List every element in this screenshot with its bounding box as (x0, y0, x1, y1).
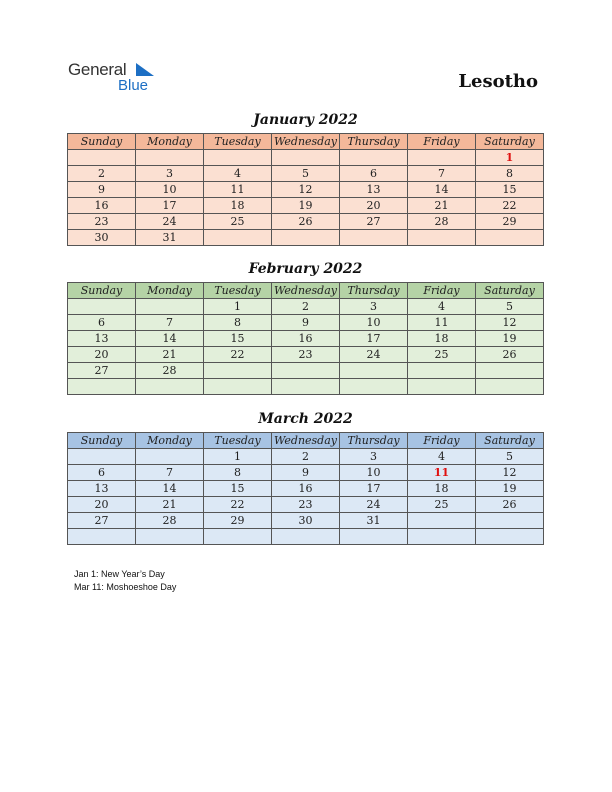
day-cell: 19 (476, 481, 544, 497)
day-cell: 13 (68, 481, 136, 497)
weekday-header: Tuesday (204, 283, 272, 299)
day-cell: 20 (340, 198, 408, 214)
weekday-header: Tuesday (204, 134, 272, 150)
empty-day-cell (272, 529, 340, 545)
day-cell: 15 (476, 182, 544, 198)
day-cell: 6 (68, 315, 136, 331)
day-cell: 8 (204, 315, 272, 331)
weekday-header-row (68, 134, 544, 150)
weekday-header-row (68, 433, 544, 449)
day-cell: 24 (340, 497, 408, 513)
empty-day-cell (340, 379, 408, 395)
day-cell: 15 (204, 331, 272, 347)
day-cell: 5 (476, 299, 544, 315)
day-cell: 27 (340, 214, 408, 230)
empty-day-cell (136, 150, 204, 166)
empty-day-cell (136, 449, 204, 465)
calendar-january (67, 133, 544, 246)
day-cell: 6 (68, 465, 136, 481)
empty-day-cell (340, 230, 408, 246)
weekday-header: Monday (136, 433, 204, 449)
day-cell: 2 (68, 166, 136, 182)
day-cell: 23 (272, 497, 340, 513)
logo-text-general: General (68, 60, 127, 79)
day-cell: 1 (476, 150, 544, 166)
day-cell: 2 (272, 299, 340, 315)
day-cell: 12 (476, 315, 544, 331)
day-cell: 1 (204, 299, 272, 315)
day-cell: 26 (272, 214, 340, 230)
day-cell: 25 (408, 497, 476, 513)
day-cell: 22 (476, 198, 544, 214)
day-cell: 31 (136, 230, 204, 246)
day-cell: 24 (136, 214, 204, 230)
day-cell: 24 (340, 347, 408, 363)
month-title-march: March 2022 (258, 411, 353, 427)
day-cell: 4 (408, 449, 476, 465)
day-cell: 22 (204, 497, 272, 513)
empty-day-cell (408, 529, 476, 545)
day-cell: 9 (272, 315, 340, 331)
empty-day-cell (272, 379, 340, 395)
day-cell: 13 (68, 331, 136, 347)
day-cell: 3 (136, 166, 204, 182)
week-row (68, 182, 544, 198)
day-cell: 18 (408, 481, 476, 497)
weekday-header: Wednesday (272, 134, 340, 150)
day-cell: 21 (408, 198, 476, 214)
day-cell: 27 (68, 363, 136, 379)
week-row (68, 331, 544, 347)
day-cell: 23 (68, 214, 136, 230)
country-title: Lesotho (458, 71, 538, 92)
week-row (68, 379, 544, 395)
day-cell: 7 (408, 166, 476, 182)
day-cell: 27 (68, 513, 136, 529)
empty-day-cell (476, 379, 544, 395)
weekday-header: Friday (408, 134, 476, 150)
empty-day-cell (408, 379, 476, 395)
empty-day-cell (272, 230, 340, 246)
week-row (68, 449, 544, 465)
week-row (68, 529, 544, 545)
empty-day-cell (408, 230, 476, 246)
empty-day-cell (408, 363, 476, 379)
week-row (68, 347, 544, 363)
empty-day-cell (476, 529, 544, 545)
holiday-notes (74, 568, 176, 594)
day-cell: 22 (204, 347, 272, 363)
empty-day-cell (68, 299, 136, 315)
weekday-header: Tuesday (204, 433, 272, 449)
day-cell: 14 (136, 331, 204, 347)
day-cell: 8 (204, 465, 272, 481)
week-row (68, 481, 544, 497)
weekday-header: Saturday (476, 283, 544, 299)
day-cell: 3 (340, 299, 408, 315)
day-cell: 31 (340, 513, 408, 529)
day-cell: 7 (136, 315, 204, 331)
week-row (68, 230, 544, 246)
day-cell: 5 (272, 166, 340, 182)
day-cell: 20 (68, 497, 136, 513)
empty-day-cell (136, 379, 204, 395)
day-cell: 29 (476, 214, 544, 230)
week-row (68, 513, 544, 529)
empty-day-cell (476, 363, 544, 379)
empty-day-cell (476, 230, 544, 246)
week-row (68, 150, 544, 166)
day-cell: 16 (68, 198, 136, 214)
day-cell: 11 (408, 315, 476, 331)
day-cell: 30 (272, 513, 340, 529)
empty-day-cell (68, 379, 136, 395)
day-cell: 23 (272, 347, 340, 363)
day-cell: 4 (204, 166, 272, 182)
weekday-header-row (68, 283, 544, 299)
day-cell: 28 (408, 214, 476, 230)
day-cell: 14 (136, 481, 204, 497)
weekday-header: Thursday (340, 134, 408, 150)
day-cell: 14 (408, 182, 476, 198)
logo-triangle-icon (134, 63, 154, 77)
weekday-header: Wednesday (272, 433, 340, 449)
logo-text-blue: Blue (118, 77, 149, 94)
day-cell: 28 (136, 513, 204, 529)
day-cell: 5 (476, 449, 544, 465)
empty-day-cell (204, 150, 272, 166)
week-row (68, 214, 544, 230)
day-cell: 18 (408, 331, 476, 347)
day-cell: 25 (204, 214, 272, 230)
week-row (68, 299, 544, 315)
day-cell: 21 (136, 497, 204, 513)
month-title-january: January 2022 (253, 112, 358, 128)
day-cell: 12 (272, 182, 340, 198)
day-cell: 17 (136, 198, 204, 214)
day-cell: 9 (272, 465, 340, 481)
day-cell: 18 (204, 198, 272, 214)
empty-day-cell (340, 150, 408, 166)
day-cell: 10 (340, 315, 408, 331)
empty-day-cell (204, 529, 272, 545)
empty-day-cell (204, 379, 272, 395)
weekday-header: Friday (408, 433, 476, 449)
day-cell: 21 (136, 347, 204, 363)
weekday-header: Friday (408, 283, 476, 299)
day-cell: 8 (476, 166, 544, 182)
day-cell: 12 (476, 465, 544, 481)
day-cell: 2 (272, 449, 340, 465)
day-cell: 16 (272, 331, 340, 347)
day-cell: 26 (476, 497, 544, 513)
weekday-header: Wednesday (272, 283, 340, 299)
empty-day-cell (272, 363, 340, 379)
day-cell: 1 (204, 449, 272, 465)
weekday-header: Monday (136, 283, 204, 299)
empty-day-cell (340, 363, 408, 379)
day-cell: 29 (204, 513, 272, 529)
calendar-february (67, 282, 544, 395)
holiday-note: Mar 11: Moshoeshoe Day (74, 582, 177, 592)
weekday-header: Sunday (68, 433, 136, 449)
day-cell: 7 (136, 465, 204, 481)
week-row (68, 363, 544, 379)
empty-day-cell (476, 513, 544, 529)
week-row (68, 465, 544, 481)
weekday-header: Sunday (68, 134, 136, 150)
day-cell: 19 (272, 198, 340, 214)
empty-day-cell (204, 230, 272, 246)
day-cell: 17 (340, 331, 408, 347)
weekday-header: Thursday (340, 283, 408, 299)
empty-day-cell (272, 150, 340, 166)
empty-day-cell (68, 449, 136, 465)
calendar-march (67, 432, 544, 545)
day-cell: 28 (136, 363, 204, 379)
day-cell: 30 (68, 230, 136, 246)
weekday-header: Sunday (68, 283, 136, 299)
week-row (68, 497, 544, 513)
empty-day-cell (204, 363, 272, 379)
day-cell: 15 (204, 481, 272, 497)
day-cell: 19 (476, 331, 544, 347)
weekday-header: Saturday (476, 134, 544, 150)
day-cell: 17 (340, 481, 408, 497)
day-cell: 9 (68, 182, 136, 198)
day-cell: 10 (340, 465, 408, 481)
day-cell: 26 (476, 347, 544, 363)
brand-logo (68, 60, 168, 96)
empty-day-cell (68, 529, 136, 545)
empty-day-cell (408, 513, 476, 529)
day-cell: 25 (408, 347, 476, 363)
day-cell: 10 (136, 182, 204, 198)
day-cell: 20 (68, 347, 136, 363)
day-cell: 4 (408, 299, 476, 315)
weekday-header: Monday (136, 134, 204, 150)
day-cell: 16 (272, 481, 340, 497)
day-cell: 11 (408, 465, 476, 481)
week-row (68, 166, 544, 182)
month-title-february: February 2022 (248, 261, 363, 277)
week-row (68, 198, 544, 214)
weekday-header: Saturday (476, 433, 544, 449)
weekday-header: Thursday (340, 433, 408, 449)
day-cell: 11 (204, 182, 272, 198)
empty-day-cell (408, 150, 476, 166)
day-cell: 3 (340, 449, 408, 465)
empty-day-cell (340, 529, 408, 545)
week-row (68, 315, 544, 331)
holiday-note: Jan 1: New Year’s Day (74, 569, 165, 579)
day-cell: 6 (340, 166, 408, 182)
empty-day-cell (136, 529, 204, 545)
day-cell: 13 (340, 182, 408, 198)
empty-day-cell (68, 150, 136, 166)
empty-day-cell (136, 299, 204, 315)
